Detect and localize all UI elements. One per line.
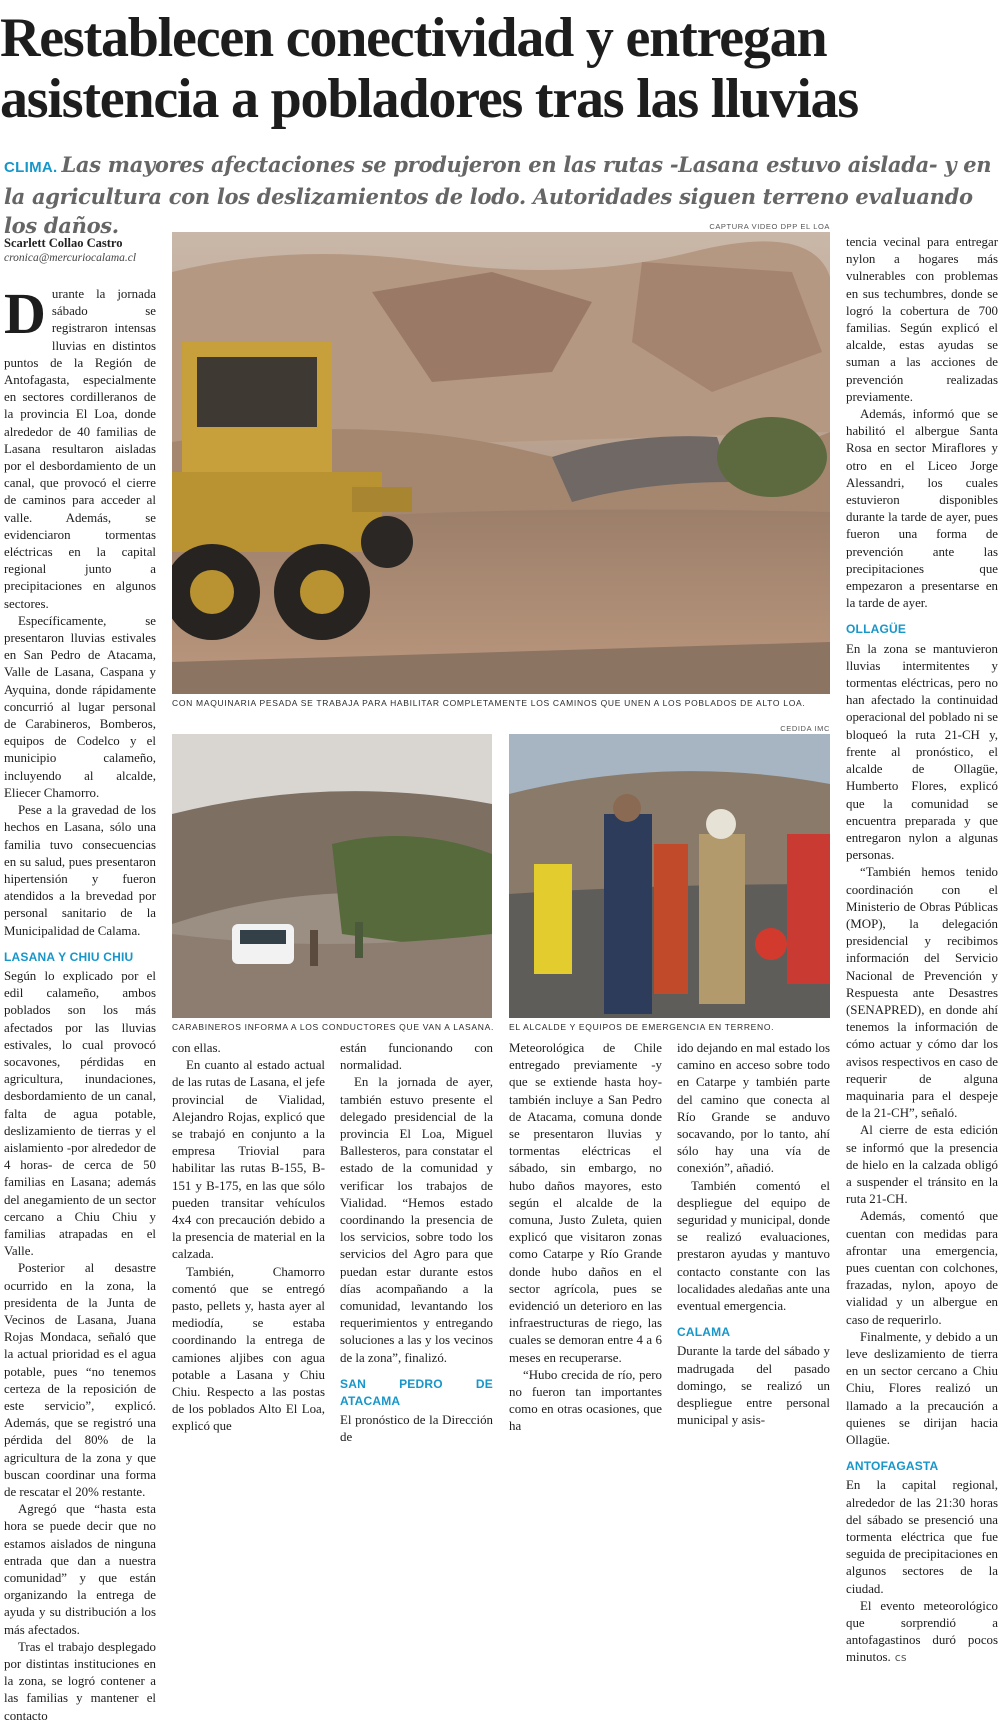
paragraph: Además, comentó que cuentan con medidas para afrontar una emergencia, pues cuentan con colchones, frazadas, nylon, apoyo de vialidad y un albergue en caso de requerirlo. (846, 1209, 998, 1327)
right-photo (509, 734, 830, 1018)
column-4 (509, 1040, 662, 1436)
left-photo (172, 734, 492, 1018)
road-grader-photo (172, 232, 830, 694)
section-heading-antofagasta: ANTOFAGASTA (846, 1459, 939, 1474)
paragraph: Agregó que “hasta esta hora se puede decir que no estamos aislados de ninguna entrada que dan a nuestra comunidad” y que están organizando la entrega de ayuda y su distribución a los más afectados. (4, 1502, 156, 1637)
paragraph (846, 1598, 998, 1667)
section-heading-san-pedro: SAN PEDRO DE ATACAMA (340, 1376, 493, 1409)
paragraph: Según lo explicado por el edil calameño, ambos poblados son los más afectados por las lluvias estivales, lo cual provocó socavones, pérdidas en agricultura, inundaciones, desbordamiento de un canal, falta de agua potable, deslizamiento de tierras y el aislamiento -por alrededor de 4 horas- de cerca de 50 familias en Lasana; además del anegamiento de un sector cercano a Chiu Chiu y familias atrapadas en el Valle. (4, 968, 156, 1259)
paragraph: Tras el trabajo desplegado por distintas instituciones en la zona, se logró contener a las familias y mantener el contacto (4, 1639, 156, 1723)
paragraph: Además, informó que se habilitó el albergue Santa Rosa en sector Miraflores y otro en el Liceo Jorge Alessandri, los cuales estuvieron disponibles durante la tarde de ayer, pues fueron una forma de prevención ante las precipitaciones que empezaron a presentarse en la tarde de ayer. (846, 407, 998, 611)
byline-author: Scarlett Collao Castro (4, 236, 123, 250)
main-photo-caption: CON MAQUINARIA PESADA SE TRABAJA PARA HABILITAR COMPLETAMENTE LOS CAMINOS QUE UNEN A LOS POBLADOS DE ALTO LOA. (172, 698, 806, 708)
paragraph: Específicamente, se presentaron lluvias estivales en San Pedro de Atacama, Valle de Lasana, Caspana y Ayquina, donde rápidamente concurrió al lugar personal de Carabineros, Bomberos, equipos de Codelco y el municipio calameño, incluyendo al alcalde, Eliecer Chamorro. (4, 613, 156, 800)
section-heading-ollague: OLLAGÜE (846, 622, 907, 637)
right-photo-caption: EL ALCALDE Y EQUIPOS DE EMERGENCIA EN TERRENO. (509, 1022, 775, 1032)
paragraph: En la jornada de ayer, también estuvo presente el delegado presidencial de la provincia El Loa, Miguel Ballesteros, para constatar el estado de la comunidad y verificar los trabajos de Vialidad. “Hemos estado coordinando la presencia de los servicios, sobre todo los servicios del Agro para que puedan estar durante estos días acompañando a la comunidad, levantando los requerimientos y entregando soluciones a las y los vecinos de la zona”, finalizó. (340, 1075, 493, 1365)
left-photo-caption: CARABINEROS INFORMA A LOS CONDUCTORES QUE VAN A LASANA. (172, 1022, 495, 1032)
byline-email[interactable]: cronica@mercuriocalama.cl (4, 252, 137, 264)
paragraph: En cuanto al estado actual de las rutas de Lasana, el jefe provincial de Vialidad, Alejandro Rojas, explicó que se trabajó en conjunto a la empresa Triovial para habilitar las rutas B-155, B-151 y B-175, en las que sólo pueden transitar vehículos 4x4 con precaución debido a la presencia de material en la calzada. (172, 1058, 325, 1262)
police-checkpoint-photo (172, 734, 492, 1018)
paragraph: están funcionando con normalidad. (340, 1041, 493, 1073)
paragraph-text: El evento meteorológico que sorprendió a antofagastinos duró pocos minutos. (846, 1598, 998, 1665)
paragraph: En la zona se mantuvieron lluvias intermitentes y tormentas eléctricas, pero no han afectado la continuidad operacional del poblado ni se bloqueó la ruta 21-CH y, frente al pronóstico, el alcalde de Ollagüe, Humberto Flores, explicó que la comunidad se encuentra preparada y que entregaron nylon a algunas personas. (846, 641, 998, 863)
mayor-emergency-team-photo (509, 734, 830, 1018)
paragraph: Meteorológica de Chile entregado previamente -y que se extiende hasta hoy- también incluye a San Pedro de Atacama, comuna donde se presentaron lluvias y tormentas eléctricas el sábado, sin embargo, no hubo daños mayores, esto según el alcalde de la comuna, Justo Zuleta, quien explicó que visitaron zonas como Catarpe y Río Grande donde hubo daños en el sector agrícola, pues se evidenció un deterioro en las infraestructuras de riego, las cuales se demoran entre 4 a 6 meses en recuperarse. (509, 1041, 662, 1365)
paragraph: También, Chamorro comentó que se entregó pasto, pellets y, hasta ayer al mediodía, se estaba coordinando la entrega de camiones aljibes con agua potable a Lasana y Chiu Chiu. Respecto a las postas de los poblados Alto El Loa, explicó que (172, 1264, 325, 1434)
paragraph: con ellas. (172, 1041, 221, 1055)
headline: Restablecen conectividad y entregan asistencia a pobladores tras las lluvias (0, 7, 858, 130)
paragraph: Finalmente, y debido a un leve deslizamiento de tierra en un sector cercano a Chiu Chiu, Flores realizó un llamado a la precaución a quienes se dirijan hacia Ollagüe. (846, 1329, 998, 1448)
paragraph: Durante la tarde del sábado y madrugada del pasado domingo, se realizó un despliegue entre personal municipal y asis- (677, 1344, 830, 1428)
right-photo-credit: CEDIDA IMC (780, 724, 830, 733)
column-2 (172, 1040, 325, 1436)
section-tag: CLIMA. (4, 159, 58, 176)
column-6 (846, 234, 998, 1667)
section-heading-calama: CALAMA (677, 1325, 731, 1340)
paragraph: El pronóstico de la Dirección de (340, 1413, 493, 1445)
paragraph: Posterior al desastre ocurrido en la zona, la presidenta de la Junta de Vecinos de Lasana, Juana Rojas Mondaca, señaló que la actual prioridad es el agua potable, pues “no tenemos certeza de la reposición de este servicio”, explicó. Además, que se registró una pérdida del 80% de la agricultura de la zona y que buscan coordinar una forma de rescatar el 20% restante. (4, 1261, 156, 1500)
main-photo (172, 232, 830, 694)
column-5 (677, 1040, 830, 1429)
paragraph: En la capital regional, alrededor de las 21:30 horas del sábado se presenció una tormenta eléctrica que fue seguida de precipitaciones en algunos sectores de la ciudad. (846, 1478, 998, 1596)
paragraph: “También hemos tenido coordinación con el Ministerio de Obras Públicas (MOP), la delegación presidencial y recibimos información del Servicio Nacional de Prevención y Respuesta ante Desastres (SENAPRED), en donde ahí tenemos la información de cómo actuar y cómo dar los avisos respectivos en caso de requerir de alguna maquinaria para el despeje de la 21-CH”, señaló. (846, 865, 998, 1121)
paragraph: tencia vecinal para entregar nylon a hogares más vulnerables con problemas en sus techumbres, donde se logró la cobertura de 700 familias. Según explicó el alcalde, estas ayudas se suman a las acciones de prevención realizadas previamente. (846, 235, 998, 404)
drop-cap: D (4, 281, 46, 346)
main-photo-credit: CAPTURA VIDEO DPP EL LOA (709, 222, 830, 231)
paragraph: “Hubo crecida de río, pero no fueron tan importantes como en otras ocasiones, que ha (509, 1367, 662, 1434)
end-mark: cs (894, 1651, 907, 1665)
section-heading-lasana: LASANA Y CHIU CHIU (4, 949, 134, 964)
paragraph: urante la jornada sábado se registraron intensas lluvias en distintos puntos de la Región de Antofagasta, especialmente en sectores cordilleranos de la provincia El Loa, donde alrededor de 40 familias de Lasana resultaron aisladas por el desbordamiento de un canal, que provocó el cierre de caminos para acceder al valle. Además, se evidenciaron tormentas eléctricas en la capital regional junto a precipitaciones en algunos sectores. (4, 287, 156, 611)
paragraph: También comentó el despliegue del equipo de seguridad y municipal, donde se realizó evaluaciones, prestaron ayudas y mantuvo contacto constante con las localidades aledañas ante una eventual emergencia. (677, 1178, 830, 1314)
column-1 (4, 281, 156, 1725)
paragraph: ido dejando en mal estado los camino en acceso sobre todo en Catarpe y también parte del camino que conecta al Río Grande se anduvo socavando, por lo tanto, ahí sólo hay una vía de conexión”, añadió. (677, 1041, 830, 1176)
subhead (4, 150, 994, 240)
column-3 (340, 1040, 493, 1447)
paragraph: Pese a la gravedad de los hechos en Lasana, sólo una familia tuvo consecuencias en su salud, pues presentaron hipertensión y fueron atendidos a la brevedad por personal sanitario de la Municipalidad de Calama. (4, 803, 156, 938)
paragraph: Al cierre de esta edición se informó que la presencia de hielo en la calzada obligó a suspender el tránsito en la ruta 21-CH. (846, 1123, 998, 1207)
subhead-text: Las mayores afectaciones se produjeron en las rutas -Lasana estuvo aislada- y en la agricultura con los deslizamientos de lodo. Autoridades siguen terreno evaluando los daños. (4, 152, 992, 238)
